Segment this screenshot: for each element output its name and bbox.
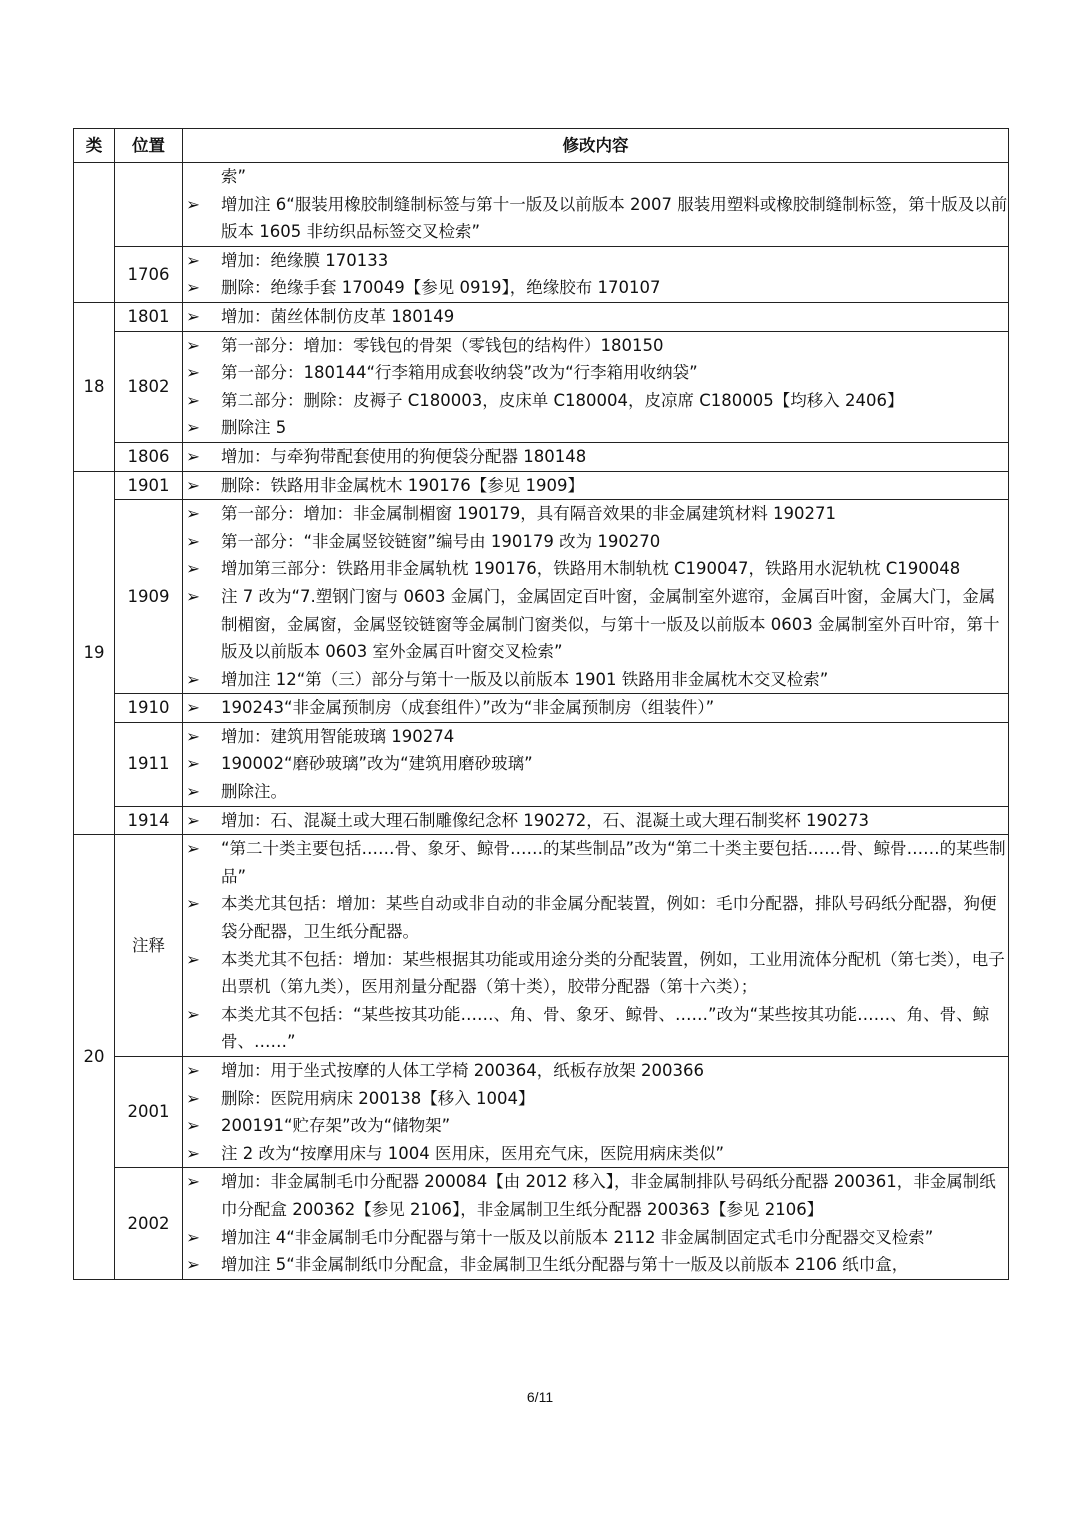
list-item-text: 本类尤其包括：增加：某些自动或非自动的非金属分配装置，例如：毛巾分配器，排队号码纸分配器，狗便袋分配器，卫生纸分配器。	[221, 894, 997, 942]
list-item-text: 增加注 6“服装用橡胶制缝制标签与第十一版及以前版本 2007 服装用塑料或橡胶制缝制标签，第十版及以前版本 1605 非纺织品标签交叉检索”	[221, 194, 1008, 242]
list-item-text: “第二十类主要包括……骨、象牙、鲸骨……的某些制品”改为“第二十类主要包括……骨、鲸骨……的某些制品”	[221, 839, 1006, 886]
position-cell: 2001	[115, 1057, 183, 1168]
list-item	[183, 1057, 1008, 1085]
list-item	[183, 1001, 1008, 1056]
list-item	[183, 778, 1008, 806]
list-item	[183, 528, 1008, 556]
list-item	[183, 274, 1008, 302]
position-cell: 1909	[115, 500, 183, 694]
list-item	[183, 1251, 1008, 1279]
list-item-text: 第一部分：180144“行李箱用成套收纳袋”改为“行李箱用收纳袋”	[221, 363, 698, 383]
arrow-bullet-icon: ➢	[186, 698, 200, 718]
list-item	[183, 443, 1008, 471]
arrow-bullet-icon: ➢	[186, 726, 200, 746]
arrow-bullet-icon: ➢	[186, 363, 200, 383]
arrow-bullet-icon: ➢	[186, 1088, 200, 1108]
position-cell: 1910	[115, 694, 183, 723]
revision-table	[73, 128, 1009, 1280]
list-item	[183, 1112, 1008, 1140]
content-cell	[183, 442, 1009, 471]
list-item-text: 增加：绝缘膜 170133	[221, 250, 389, 270]
list-item-text: 注 2 改为“按摩用床与 1004 医用床，医用充气床，医院用病床类似”	[221, 1143, 725, 1163]
list-item	[183, 1085, 1008, 1113]
class-cell: 18	[74, 302, 115, 471]
table-row	[74, 694, 1009, 723]
content-cell	[183, 835, 1009, 1057]
class-cell	[74, 163, 115, 303]
arrow-bullet-icon: ➢	[186, 278, 200, 298]
list-item-text: 增加：非金属制毛巾分配器 200084【由 2012 移入】，非金属制排队号码纸分配器 200361，非金属制纸巾分配盒 200362【参见 2106】，非金属制卫生纸分配器 200363【参见 2106】	[221, 1172, 996, 1219]
content-cell	[183, 722, 1009, 806]
table-row	[74, 500, 1009, 694]
content-cell	[183, 806, 1009, 835]
content-cell	[183, 163, 1009, 247]
arrow-bullet-icon: ➢	[186, 194, 200, 214]
arrow-bullet-icon: ➢	[186, 531, 200, 551]
list-item	[183, 1168, 1008, 1223]
position-cell: 注释	[115, 835, 183, 1057]
class-cell: 19	[74, 471, 115, 835]
arrow-bullet-icon: ➢	[186, 1255, 200, 1275]
arrow-bullet-icon: ➢	[186, 586, 200, 606]
list-item	[183, 472, 1008, 500]
arrow-bullet-icon: ➢	[186, 559, 200, 579]
list-item-text: 本类尤其不包括：增加：某些根据其功能或用途分类的分配装置，例如，工业用流体分配机（第七类），电子出票机（第九类），医用剂量分配器（第十类），胶带分配器（第十六类）；	[221, 949, 1005, 997]
arrow-bullet-icon: ➢	[186, 839, 200, 859]
list-item-text: 增加注 5“非金属制纸巾分配盒，非金属制卫生纸分配器与第十一版及以前版本 2106 纸巾盒，	[221, 1255, 909, 1275]
list-item-text: 增加：石、混凝土或大理石制雕像纪念杯 190272，石、混凝土或大理石制奖杯 190273	[221, 810, 869, 830]
arrow-bullet-icon: ➢	[186, 475, 200, 495]
arrow-bullet-icon: ➢	[186, 782, 200, 802]
arrow-bullet-icon: ➢	[186, 894, 200, 914]
list-item-text: 删除：医院用病床 200138【移入 1004】	[221, 1088, 535, 1108]
list-item	[183, 247, 1008, 275]
arrow-bullet-icon: ➢	[186, 1004, 200, 1024]
list-item	[183, 694, 1008, 722]
list-item	[183, 750, 1008, 778]
list-item-text: 增加：与牵狗带配套使用的狗便袋分配器 180148	[221, 446, 587, 466]
arrow-bullet-icon: ➢	[186, 250, 200, 270]
list-item-text: 第一部分：增加：零钱包的骨架（零钱包的结构件）180150	[221, 335, 664, 355]
content-cell	[183, 694, 1009, 723]
position-cell: 1911	[115, 722, 183, 806]
arrow-bullet-icon: ➢	[186, 1143, 200, 1163]
table-row	[74, 835, 1009, 1057]
list-item-text: 注 7 改为“7.塑钢门窗与 0603 金属门，金属固定百叶窗，金属制室外遮帘，金属百叶窗，金属大门，金属制楣窗，金属窗，金属竖铰链窗等金属制门窗类似，与第十一版及以前版本 0603 金属制室外百叶帘，第十版及以前版本 0603 室外金属百叶窗交叉检索”	[221, 586, 1000, 662]
class-cell: 20	[74, 835, 115, 1280]
table-row	[74, 331, 1009, 442]
list-item	[183, 500, 1008, 528]
page-number: 6/11	[526, 1389, 554, 1405]
arrow-bullet-icon: ➢	[186, 390, 200, 410]
content-cell	[183, 1168, 1009, 1279]
arrow-bullet-icon: ➢	[186, 1061, 200, 1080]
arrow-bullet-icon: ➢	[186, 335, 200, 355]
arrow-bullet-icon: ➢	[186, 1172, 200, 1192]
arrow-bullet-icon: ➢	[186, 1227, 200, 1247]
list-item-text: 本类尤其不包括：“某些按其功能……、角、骨、象牙、鲸骨、……”改为“某些按其功能……、角、骨、鲸骨、……”	[221, 1004, 990, 1052]
list-item-text: 增加注 4“非金属制毛巾分配器与第十一版及以前版本 2112 非金属制固定式毛巾分配器交叉检索”	[221, 1227, 934, 1247]
arrow-bullet-icon: ➢	[186, 949, 200, 969]
list-item	[183, 1140, 1008, 1168]
arrow-bullet-icon: ➢	[186, 446, 200, 466]
position-cell: 1914	[115, 806, 183, 835]
list-item	[183, 946, 1008, 1001]
arrow-bullet-icon: ➢	[186, 306, 200, 326]
list-item-text: 增加：菌丝体制仿皮革 180149	[221, 306, 455, 326]
table-header-row	[74, 129, 1009, 163]
content-cell	[183, 1057, 1009, 1168]
list-item-text: 第二部分：删除：皮褥子 C180003，皮床单 C180004，皮凉席 C180005【均移入 2406】	[221, 390, 904, 410]
position-cell: 1801	[115, 302, 183, 331]
header-class: 类	[74, 129, 115, 163]
list-item	[183, 835, 1008, 890]
list-item	[183, 583, 1008, 666]
list-item-text: 第一部分：“非金属竖铰链窗”编号由 190179 改为 190270	[221, 531, 661, 551]
list-item-text: 删除注。	[221, 782, 287, 802]
header-content: 修改内容	[183, 129, 1009, 163]
position-cell: 1806	[115, 442, 183, 471]
content-cell	[183, 500, 1009, 694]
list-item	[183, 723, 1008, 751]
list-item	[183, 890, 1008, 945]
list-item	[183, 303, 1008, 331]
list-item-text: 190002“磨砂玻璃”改为“建筑用磨砂玻璃”	[221, 754, 533, 774]
continued-text: 索”	[221, 167, 247, 186]
list-item	[183, 1224, 1008, 1252]
list-item	[183, 191, 1008, 246]
position-cell: 2002	[115, 1168, 183, 1279]
arrow-bullet-icon: ➢	[186, 669, 200, 689]
list-item-text: 增加注 12“第（三）部分与第十一版及以前版本 1901 铁路用非金属枕木交叉检索”	[221, 669, 829, 689]
list-item	[183, 387, 1008, 415]
list-item	[183, 414, 1008, 442]
list-item	[183, 359, 1008, 387]
list-item-text: 增加：建筑用智能玻璃 190274	[221, 726, 455, 746]
table-row	[74, 471, 1009, 500]
table-row	[74, 442, 1009, 471]
table-row	[74, 1168, 1009, 1279]
arrow-bullet-icon: ➢	[186, 754, 200, 774]
arrow-bullet-icon: ➢	[186, 418, 200, 438]
table-row	[74, 302, 1009, 331]
list-item	[183, 807, 1008, 835]
content-cell	[183, 302, 1009, 331]
arrow-bullet-icon: ➢	[186, 1116, 200, 1136]
list-item-text: 删除注 5	[221, 418, 287, 438]
table-row	[74, 722, 1009, 806]
arrow-bullet-icon: ➢	[186, 810, 200, 830]
position-cell: 1901	[115, 471, 183, 500]
list-item	[183, 555, 1008, 583]
list-item-text: 删除：铁路用非金属枕木 190176【参见 1909】	[221, 475, 584, 495]
table-row	[74, 246, 1009, 302]
table-row	[74, 1057, 1009, 1168]
header-position: 位置	[115, 129, 183, 163]
position-cell	[115, 163, 183, 247]
list-item-text: 190243“非金属预制房（成套组件）”改为“非金属预制房（组装件）”	[221, 698, 715, 718]
position-cell: 1802	[115, 331, 183, 442]
list-item-text: 删除：绝缘手套 170049【参见 0919】，绝缘胶布 170107	[221, 278, 661, 298]
list-item-text: 200191“贮存架”改为“储物架”	[221, 1116, 451, 1136]
list-item-text: 增加第三部分：铁路用非金属轨枕 190176，铁路用木制轨枕 C190047，铁路用水泥轨枕 C190048	[221, 559, 961, 579]
content-cell	[183, 246, 1009, 302]
table-row	[74, 163, 1009, 247]
list-item-text: 第一部分：增加：非金属制楣窗 190179，具有隔音效果的非金属建筑材料 190271	[221, 504, 836, 524]
list-item	[183, 332, 1008, 360]
arrow-bullet-icon: ➢	[186, 504, 200, 524]
list-item-text: 增加：用于坐式按摩的人体工学椅 200364，纸板存放架 200366	[221, 1061, 704, 1080]
list-item	[183, 666, 1008, 694]
content-cell	[183, 471, 1009, 500]
position-cell: 1706	[115, 246, 183, 302]
table-row	[74, 806, 1009, 835]
content-cell	[183, 331, 1009, 442]
